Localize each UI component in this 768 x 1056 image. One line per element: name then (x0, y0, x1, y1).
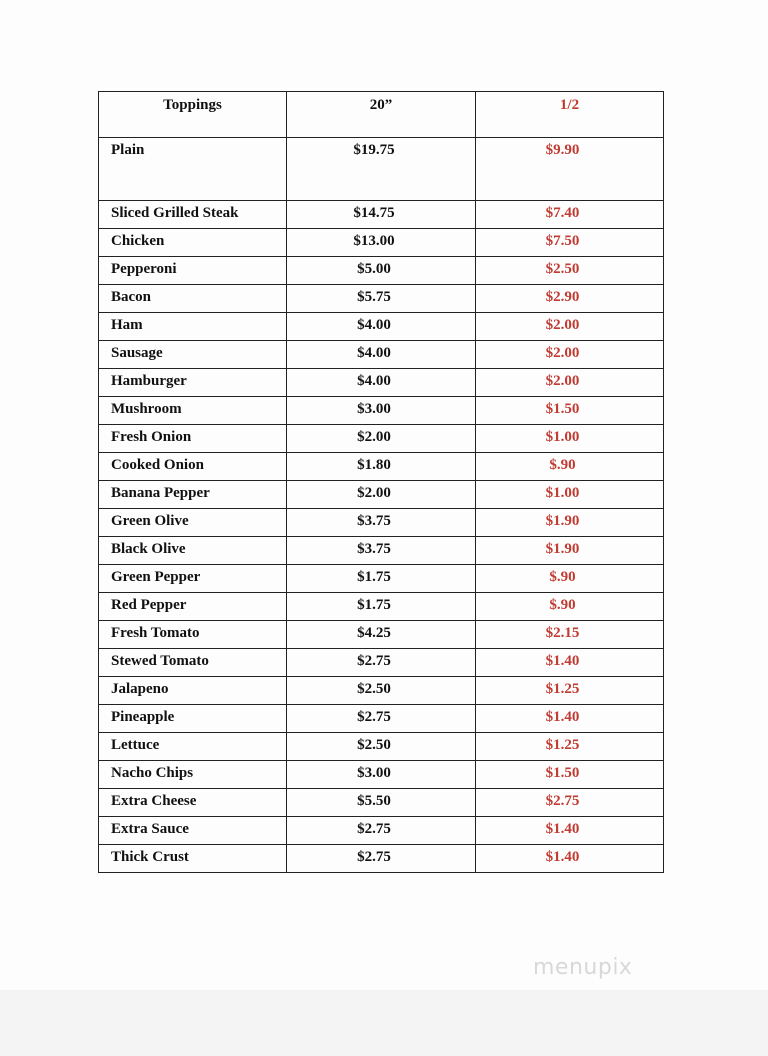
scan-bottom-edge (0, 990, 768, 1056)
price-20-inch: $19.75 (287, 138, 476, 201)
price-half: $9.90 (476, 138, 664, 201)
table-row (99, 733, 664, 761)
table-row (99, 509, 664, 537)
table-row (99, 789, 664, 817)
price-half: $1.25 (476, 677, 664, 705)
table-row (99, 845, 664, 873)
topping-name: Bacon (99, 285, 287, 313)
table-row (99, 138, 664, 201)
price-half: $1.00 (476, 425, 664, 453)
table-row (99, 229, 664, 257)
table-row (99, 313, 664, 341)
topping-name: Fresh Tomato (99, 621, 287, 649)
toppings-price-table (98, 91, 664, 873)
price-half: $1.90 (476, 509, 664, 537)
table-body (99, 138, 664, 873)
header-toppings: Toppings (99, 92, 287, 138)
price-20-inch: $2.75 (287, 705, 476, 733)
price-20-inch: $14.75 (287, 201, 476, 229)
price-half: $1.00 (476, 481, 664, 509)
table-row (99, 257, 664, 285)
price-20-inch: $5.75 (287, 285, 476, 313)
topping-name: Green Olive (99, 509, 287, 537)
price-20-inch: $4.00 (287, 341, 476, 369)
topping-name: Sausage (99, 341, 287, 369)
table-row (99, 593, 664, 621)
price-half: $2.50 (476, 257, 664, 285)
price-half: $1.40 (476, 649, 664, 677)
price-half: $2.90 (476, 285, 664, 313)
topping-name: Fresh Onion (99, 425, 287, 453)
price-20-inch: $3.00 (287, 761, 476, 789)
topping-name: Chicken (99, 229, 287, 257)
price-20-inch: $2.00 (287, 425, 476, 453)
header-half: 1/2 (476, 92, 664, 138)
topping-name: Ham (99, 313, 287, 341)
topping-name: Stewed Tomato (99, 649, 287, 677)
price-20-inch: $2.50 (287, 733, 476, 761)
price-half: $2.75 (476, 789, 664, 817)
table-row (99, 453, 664, 481)
topping-name: Hamburger (99, 369, 287, 397)
price-half: $7.40 (476, 201, 664, 229)
topping-name: Extra Sauce (99, 817, 287, 845)
price-half: $1.40 (476, 845, 664, 873)
price-20-inch: $1.75 (287, 593, 476, 621)
topping-name: Sliced Grilled Steak (99, 201, 287, 229)
price-half: $7.50 (476, 229, 664, 257)
price-half: $.90 (476, 593, 664, 621)
topping-name: Jalapeno (99, 677, 287, 705)
price-20-inch: $2.50 (287, 677, 476, 705)
table-row (99, 705, 664, 733)
price-20-inch: $2.00 (287, 481, 476, 509)
price-half: $1.40 (476, 705, 664, 733)
table-row (99, 817, 664, 845)
table-row (99, 537, 664, 565)
topping-name: Plain (99, 138, 287, 201)
topping-name: Nacho Chips (99, 761, 287, 789)
menupix-watermark: menupix (533, 955, 633, 980)
price-half: $.90 (476, 565, 664, 593)
price-20-inch: $1.80 (287, 453, 476, 481)
price-20-inch: $3.75 (287, 537, 476, 565)
price-20-inch: $1.75 (287, 565, 476, 593)
price-20-inch: $3.00 (287, 397, 476, 425)
table-row (99, 565, 664, 593)
price-half: $1.25 (476, 733, 664, 761)
price-20-inch: $5.00 (287, 257, 476, 285)
topping-name: Thick Crust (99, 845, 287, 873)
price-half: $1.40 (476, 817, 664, 845)
topping-name: Extra Cheese (99, 789, 287, 817)
header-20-inch: 20” (287, 92, 476, 138)
price-20-inch: $3.75 (287, 509, 476, 537)
price-20-inch: $2.75 (287, 845, 476, 873)
price-20-inch: $2.75 (287, 817, 476, 845)
topping-name: Red Pepper (99, 593, 287, 621)
table-header-row (99, 92, 664, 138)
table-row (99, 341, 664, 369)
topping-name: Lettuce (99, 733, 287, 761)
table-row (99, 201, 664, 229)
price-20-inch: $5.50 (287, 789, 476, 817)
price-20-inch: $4.25 (287, 621, 476, 649)
price-half: $2.00 (476, 369, 664, 397)
table-row (99, 425, 664, 453)
price-20-inch: $13.00 (287, 229, 476, 257)
price-20-inch: $2.75 (287, 649, 476, 677)
topping-name: Mushroom (99, 397, 287, 425)
price-half: $2.15 (476, 621, 664, 649)
price-half: $2.00 (476, 341, 664, 369)
table-row (99, 369, 664, 397)
price-half: $2.00 (476, 313, 664, 341)
price-half: $1.50 (476, 397, 664, 425)
topping-name: Green Pepper (99, 565, 287, 593)
topping-name: Pineapple (99, 705, 287, 733)
price-20-inch: $4.00 (287, 313, 476, 341)
price-20-inch: $4.00 (287, 369, 476, 397)
topping-name: Banana Pepper (99, 481, 287, 509)
topping-name: Black Olive (99, 537, 287, 565)
price-half: $.90 (476, 453, 664, 481)
table-row (99, 677, 664, 705)
topping-name: Cooked Onion (99, 453, 287, 481)
table-row (99, 621, 664, 649)
table-row (99, 761, 664, 789)
table-row (99, 397, 664, 425)
price-half: $1.50 (476, 761, 664, 789)
price-half: $1.90 (476, 537, 664, 565)
table-row (99, 285, 664, 313)
table-row (99, 481, 664, 509)
topping-name: Pepperoni (99, 257, 287, 285)
table-row (99, 649, 664, 677)
